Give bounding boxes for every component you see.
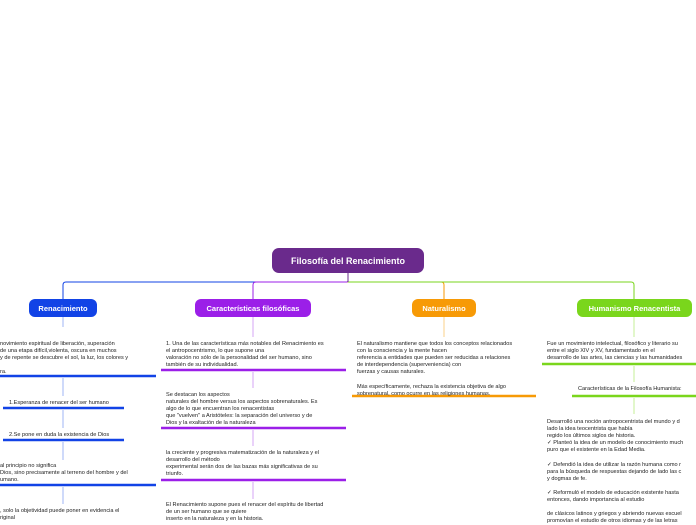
topic-caracteristicas-filosoficas[interactable]: Características filosóficas xyxy=(195,299,311,317)
hum-definicion-text[interactable]: Fue un movimiento intelectual, filosófico y literario su entre el siglo XIV y XV, fundamentado en el desarrollo de las artes, las ciencias y las humanidades xyxy=(547,341,683,362)
car-antropocentrismo-text[interactable]: 1. Una de las características más notables del Renacimiento es el antropocentrismo, lo que supone una valoración no sólo de la personalidad del ser humano, sino también de su individualidad. xyxy=(166,341,324,369)
ren-intro-text[interactable]: novimiento espiritual de liberación, superación de una etapa difícil,violenta, oscura en muchos y de repente se descubre el sol, la luz, los colores y ra. xyxy=(0,341,129,376)
central-topic[interactable]: Filosofía del Renacimiento xyxy=(272,248,424,273)
ren-subtopic-esperanza[interactable]: 1.Esperanza de renacer del ser humano xyxy=(9,400,109,406)
topic-humanismo-renacentista[interactable]: Humanismo Renacentista xyxy=(577,299,692,317)
connector-humanismo xyxy=(348,282,634,299)
ren-subtopic-existencia-dios[interactable]: 2.Se pone en duda la existencia de Dios xyxy=(9,432,110,438)
car-aspectos-naturales-text[interactable]: Se destacan los aspectos naturales del hombre versus los aspectos sobrenaturales. Es algo de lo que encuentran los renacentistas que "vuelven" a Aristóteles: la separación del universo y de Dios y la exaltación de la naturaleza xyxy=(166,392,318,427)
topic-renacimiento[interactable]: Renacimiento xyxy=(29,299,97,317)
hum-subtopic-caracteristicas[interactable]: Características de la Filosofía Humanista: xyxy=(578,386,682,392)
nat-definicion-text[interactable]: El naturalismo mantiene que todos los conceptos relacionados con la consciencia y la mente hacen referencia a entidades que pueden ser reducidas a relaciones de interdependencia (superveniencia) con fuerzas y causas naturales. Más específicamente, rechaza la existencia objetiva de algo sobrenatural, como ocurre en las religiones humanas. xyxy=(357,341,513,397)
connector-renacimiento xyxy=(63,273,348,299)
car-matematizacion-text[interactable]: la creciente y progresiva matematización de la naturaleza y el desarrollo del método experimental serán dos de las bazas más significativas de su triunfo. xyxy=(166,450,319,478)
car-renacer-libertad-text[interactable]: El Renacimiento supone pues el renacer del espíritu de libertad de un ser humano que se quiere inserto en la naturaleza y en la historia. xyxy=(166,502,324,523)
ren-note-principio[interactable]: al principio no significa Dios, sino precisamente al terreno del hombre y del umano. xyxy=(0,463,128,484)
connector-naturalismo xyxy=(348,273,444,299)
hum-caracteristicas-list-text[interactable]: Desarrolló una noción antropocentrista del mundo y d lado la idea teocentrista que había regido los últimos siglos de historia. ✓ Planteó la idea de un modelo de conocimiento much puro que el existente en la Edad Media. ✓ Defendió la idea de utilizar la razón humana como r para la búsqueda de respuestas dejando de lado las c y dogmas de fe. ✓ Reformuló el modelo de educación existente hasta entonces, dando importancia al estudio de clásicos latinos y griegos y abriendo nuevas escuel promovían el estudio de otros idiomas y de las letras xyxy=(547,419,684,525)
topic-naturalismo[interactable]: Naturalismo xyxy=(412,299,476,317)
ren-note-objetividad[interactable]: , solo la objetividad puede poner en evidencia el riginal xyxy=(0,508,120,522)
connector-caracteristicas xyxy=(253,281,348,299)
